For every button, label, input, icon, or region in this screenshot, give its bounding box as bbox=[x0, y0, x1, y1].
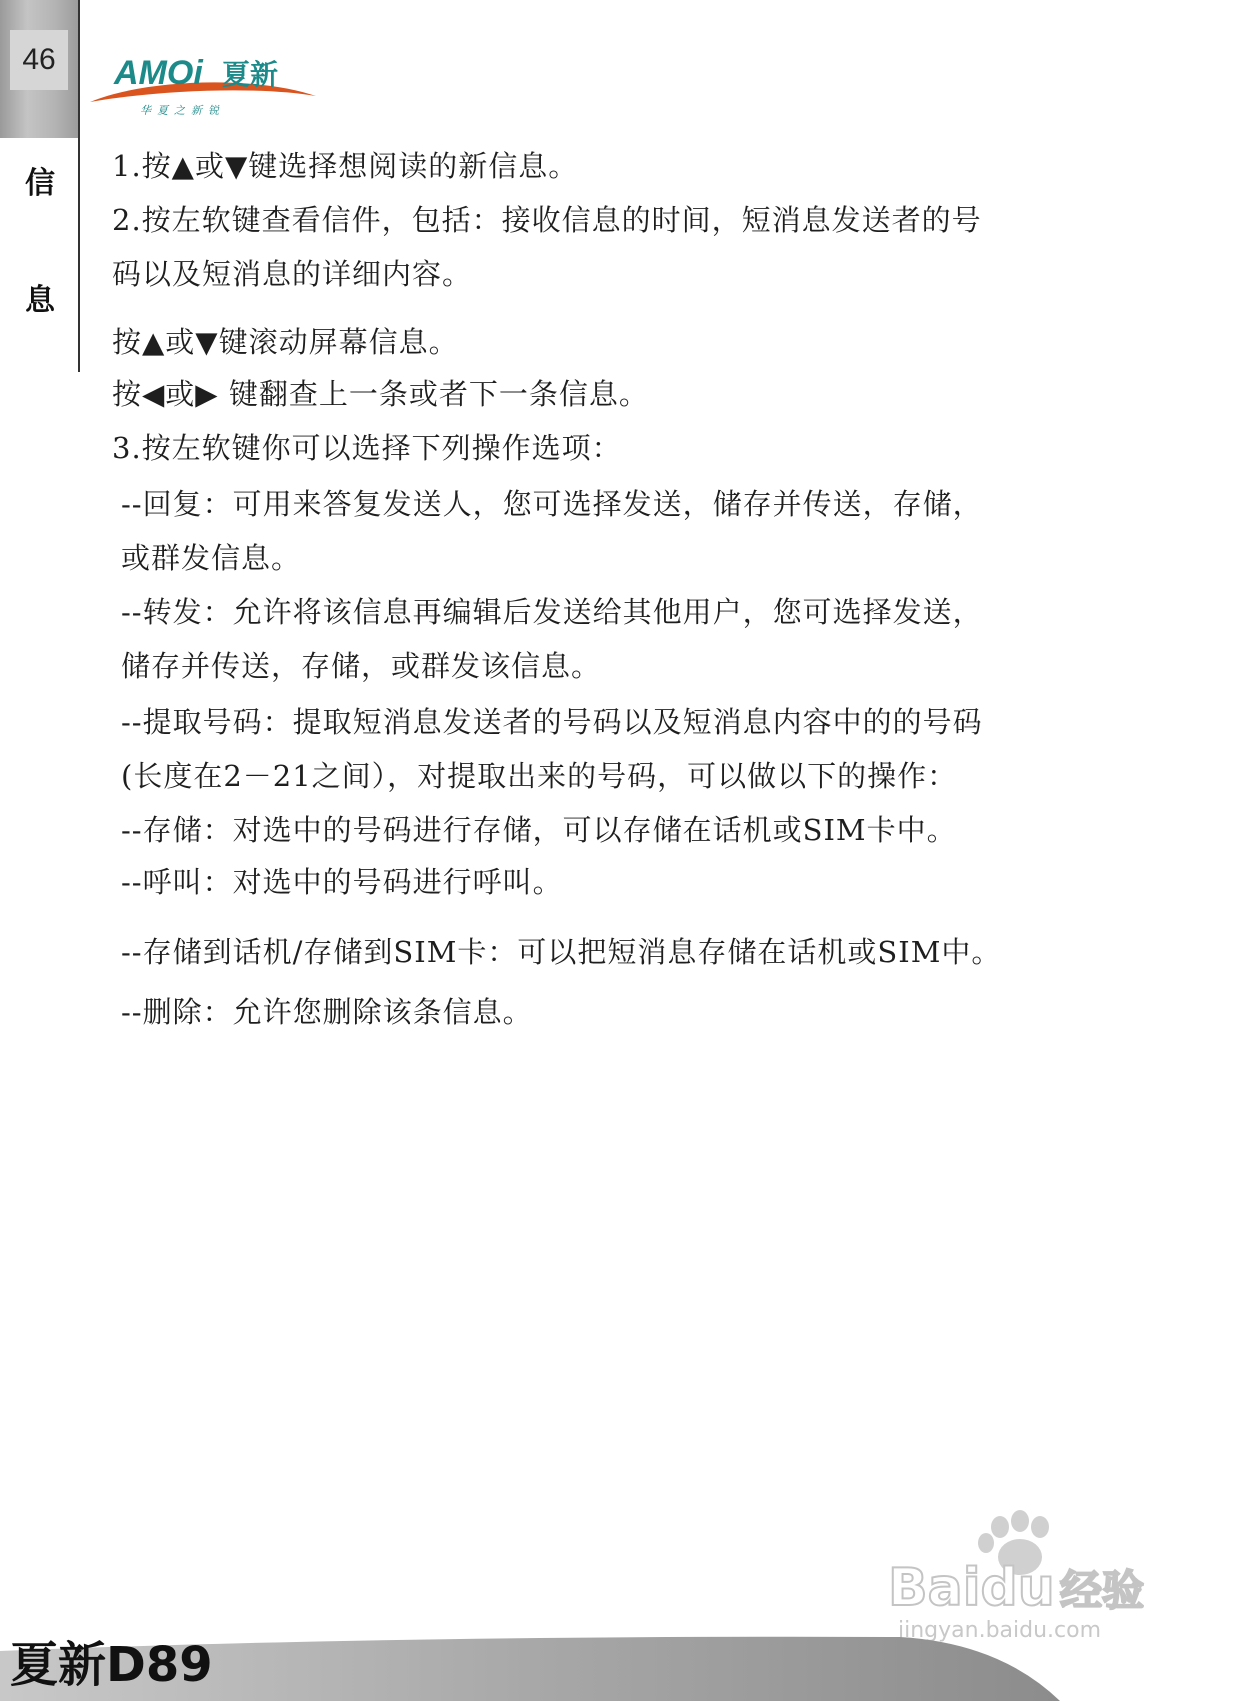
logo-cn: 夏新 bbox=[222, 58, 279, 91]
text-line: --存储：对选中的号码进行存储，可以存储在话机或SIM卡中。 bbox=[121, 813, 957, 847]
watermark-url: jingyan.baidu.com bbox=[898, 1618, 1102, 1643]
page-number: 46 bbox=[10, 30, 68, 90]
side-tab-char-2: 息 bbox=[25, 283, 55, 318]
watermark-brand: Baidu bbox=[888, 1558, 1055, 1618]
logo-tagline: 华夏之新锐 bbox=[140, 104, 225, 117]
text-line: (长度在2－21之间），对提取出来的号码，可以做以下的操作： bbox=[121, 759, 958, 793]
side-rule bbox=[78, 0, 80, 372]
text-line: 或群发信息。 bbox=[121, 541, 302, 575]
logo-latin: AMOi bbox=[114, 54, 203, 92]
text-line: --转发：允许将该信息再编辑后发送给其他用户，您可选择发送， bbox=[121, 595, 983, 629]
text-line: 按▲或▼键滚动屏幕信息。 bbox=[112, 325, 459, 359]
text-line: 码以及短消息的详细内容。 bbox=[112, 257, 473, 291]
text-line: --提取号码：提取短消息发送者的号码以及短消息内容中的的号码 bbox=[121, 705, 983, 739]
baidu-watermark bbox=[880, 1505, 1180, 1645]
text-line: 3.按左软键你可以选择下列操作选项： bbox=[112, 431, 622, 465]
text-line: 储存并传送，存储，或群发该信息。 bbox=[121, 649, 602, 683]
text-line: 2.按左软键查看信件，包括：接收信息的时间，短消息发送者的号 bbox=[112, 203, 982, 237]
amoi-logo bbox=[88, 50, 338, 130]
watermark-brand-cn: 经验 bbox=[1060, 1566, 1145, 1615]
text-line: 1.按▲或▼键选择想阅读的新信息。 bbox=[112, 149, 579, 183]
text-line: 按◀或▶ 键翻查上一条或者下一条信息。 bbox=[112, 377, 649, 411]
text-line: --呼叫：对选中的号码进行呼叫。 bbox=[121, 865, 563, 899]
footer-model-title: 夏新D89 bbox=[10, 1637, 213, 1693]
text-line: --存储到话机/存储到SIM卡：可以把短消息存储在话机或SIM中。 bbox=[121, 935, 1002, 969]
page-number-box bbox=[0, 0, 78, 138]
text-line: --删除：允许您删除该条信息。 bbox=[121, 995, 533, 1029]
footer-band bbox=[0, 1633, 1247, 1701]
side-tab-char-1: 信 bbox=[25, 166, 55, 201]
text-line: --回复：可用来答复发送人，您可选择发送，储存并传送，存储， bbox=[121, 487, 983, 521]
